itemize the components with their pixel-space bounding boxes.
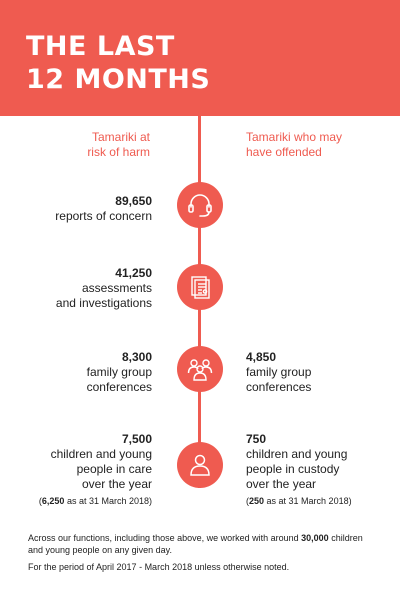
note-value: 250 [249,496,265,506]
stat-desc-line: children and young [246,447,348,461]
stat-family-group-left [0,350,152,395]
person-icon [177,442,223,488]
stat-assessments [0,266,152,311]
stat-value: 8,300 [121,350,152,364]
footer-total-value: 30,000 [301,533,329,543]
left-heading-line-2: risk of harm [87,145,150,159]
stat-value: 41,250 [115,266,152,280]
stat-value: 7,500 [121,432,152,446]
stat-note [246,495,400,507]
left-heading-line-1: Tamariki at [91,130,150,144]
title-line-2: 12 MONTHS [26,64,211,95]
note-open: ( [246,496,249,506]
header-banner [0,0,400,116]
title-line-1: THE LAST [26,31,175,62]
right-heading-line-2: have offended [246,145,322,159]
stat-desc-line: conferences [86,380,152,394]
stat-desc-line: people in care [76,462,152,476]
stat-reports-of-concern [0,194,152,224]
note-text: as at 31 March 2018) [64,496,152,506]
note-open: ( [38,496,42,506]
stat-desc-line: people in custody [246,462,340,476]
footer-summary [28,532,373,556]
footer-text: Across our functions, including those above, we worked with around [28,533,302,543]
stat-desc-line: children and young [50,447,152,461]
note-text: as at 31 March 2018) [264,496,352,506]
footer-text: children and young people on any given day. [28,533,363,555]
stat-note [0,495,152,507]
stat-desc-line: and investigations [55,296,152,310]
footer-period-note: For the period of April 2017 - March 2018 unless otherwise noted. [28,562,290,572]
stat-desc-line: over the year [246,477,317,491]
stat-value: 89,650 [115,194,152,208]
right-heading-line-1: Tamariki who may [246,130,343,144]
stat-value: 750 [246,432,267,446]
page-title [26,30,210,96]
headset-icon [177,182,223,228]
footer-notes [28,532,373,578]
stat-desc-line: over the year [81,477,152,491]
group-icon [177,346,223,392]
stat-children-in-custody [246,432,400,507]
stat-desc-line: conferences [246,380,312,394]
stat-desc-line: family group [86,365,152,379]
documents-icon [177,264,223,310]
right-column-heading [246,130,376,160]
left-column-heading [20,130,150,160]
stat-children-in-care [0,432,152,507]
note-value: 6,250 [41,496,65,506]
stat-desc-line: family group [246,365,312,379]
stat-desc-line: assessments [81,281,152,295]
stat-family-group-right [246,350,400,395]
stat-desc-line: reports of concern [55,209,152,223]
stat-value: 4,850 [246,350,277,364]
